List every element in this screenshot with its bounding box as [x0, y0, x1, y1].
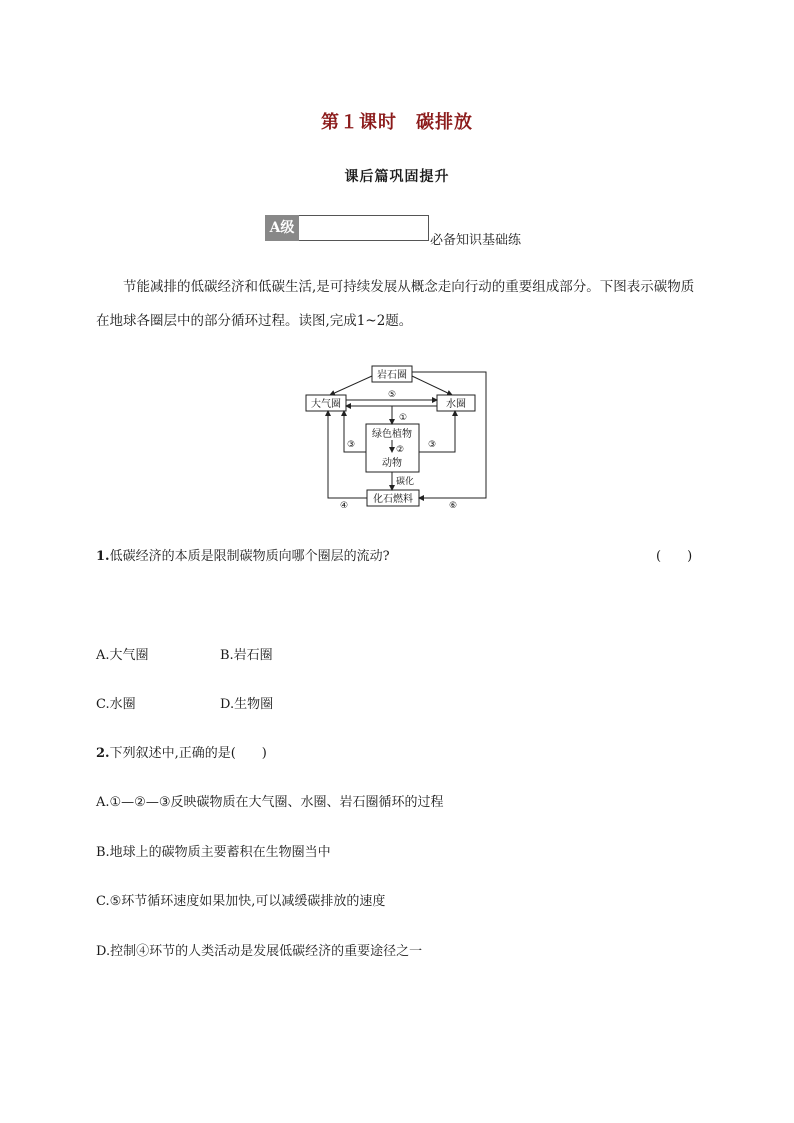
- level-label: 必备知识基础练: [430, 233, 522, 248]
- node-hydrosphere: 水圈: [446, 399, 466, 410]
- label-carbonize: 碳化: [396, 477, 415, 487]
- question-2-stem: 下列叙述中,正确的是( ): [109, 746, 267, 761]
- question-2-option-d[interactable]: D.控制④环节的人类活动是发展低碳经济的重要途径之一: [96, 944, 423, 959]
- question-1-option-d[interactable]: D.生物圈: [220, 697, 274, 712]
- label-3-right: ③: [428, 440, 437, 450]
- node-atmosphere: 大气圈: [311, 399, 341, 410]
- label-1: ①: [399, 413, 408, 423]
- reading-passage: 节能减排的低碳经济和低碳生活,是可持续发展从概念走向行动的重要组成部分。下图表示碳物质在地球各圈层中的部分循环过程。读图,完成1~2题。: [96, 279, 695, 329]
- question-1: [96, 545, 390, 564]
- level-badge: A级: [265, 215, 299, 241]
- question-2-option-b[interactable]: B.地球上的碳物质主要蓄积在生物圈当中: [96, 845, 331, 860]
- question-1-answer-paren: ( ): [656, 549, 693, 564]
- question-2-number: 2.: [96, 746, 110, 761]
- node-animals: 动物: [382, 458, 402, 469]
- label-5: ⑤: [387, 390, 397, 400]
- page-title: 第１课时 碳排放: [321, 112, 473, 133]
- label-6: ⑥: [448, 501, 458, 511]
- label-4: ④: [339, 501, 349, 511]
- carbon-cycle-diagram: [300, 362, 495, 512]
- node-fossil-fuel: 化石燃料: [373, 494, 413, 505]
- question-2: [96, 742, 267, 761]
- label-2: ②: [396, 445, 405, 455]
- question-2-option-a[interactable]: A.①—②—③反映碳物质在大气圈、水圈、岩石圈循环的过程: [96, 795, 444, 810]
- question-2-option-c[interactable]: C.⑤环节循环速度如果加快,可以减缓碳排放的速度: [96, 894, 386, 909]
- question-1-option-b[interactable]: B.岩石圈: [220, 648, 273, 663]
- label-3-left: ③: [347, 440, 356, 450]
- node-lithosphere: 岩石圈: [377, 370, 407, 381]
- question-1-option-c[interactable]: C.水圈: [96, 697, 136, 712]
- section-subtitle: 课后篇巩固提升: [344, 169, 450, 185]
- question-1-option-a[interactable]: A.大气圈: [96, 648, 149, 663]
- question-1-stem: 低碳经济的本质是限制碳物质向哪个圈层的流动?: [109, 549, 390, 564]
- node-plants: 绿色植物: [372, 429, 412, 440]
- level-box: [299, 215, 429, 241]
- question-1-number: 1.: [96, 549, 110, 564]
